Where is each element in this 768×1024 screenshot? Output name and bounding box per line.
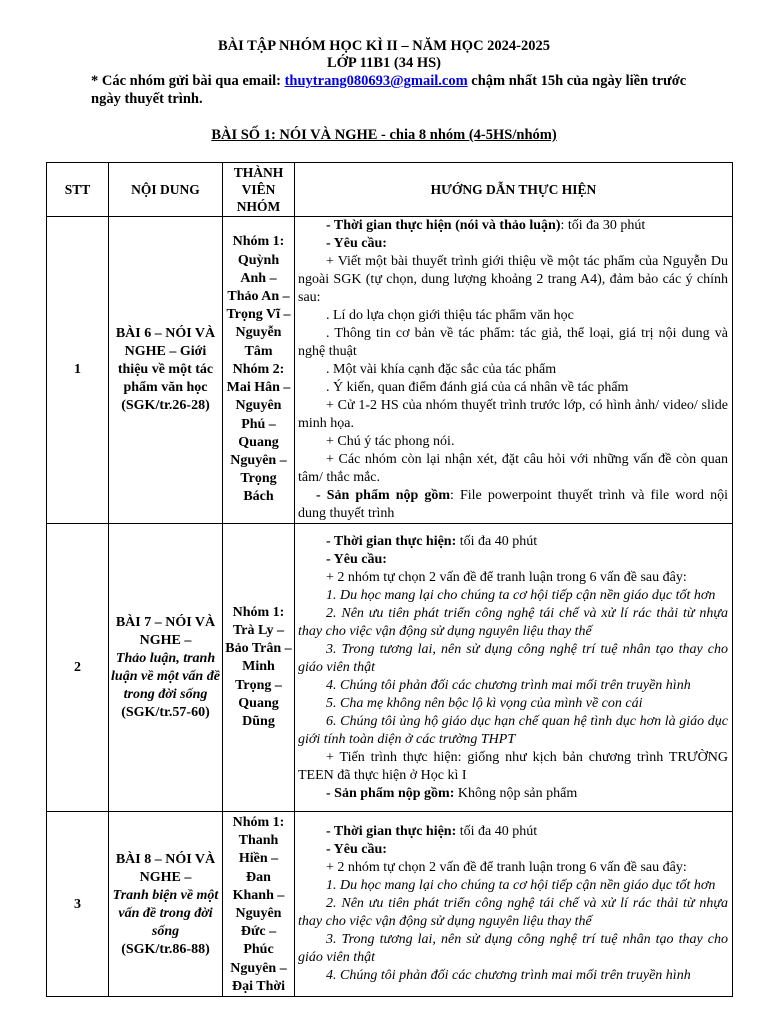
guide-process: + Tiến trình thực hiện: giống như kịch bản chương trình TRƯỜNG TEEN đã thực hiện ở Học kì I	[298, 749, 728, 783]
guide-item: + Viết một bài thuyết trình giới thiệu về một tác phẩm của Nguyễn Du ngoài SGK (tự chọn, dung lượng khoảng 2 trang A4), đảm bảo các ý chính sau:	[298, 254, 728, 305]
header-guide: HƯỚNG DẪN THỰC HIỆN	[295, 163, 733, 217]
guide-item: . Một vài khía cạnh đặc sắc của tác phẩm	[326, 362, 557, 377]
row-guide	[295, 524, 733, 812]
note-suffix: chậm nhất 15h của ngày liền trước ngày thuyết trình.	[91, 73, 687, 107]
guide-item: . Lí do lựa chọn giới thiệu tác phẩm văn học	[326, 308, 574, 323]
guide-item: + Chú ý tác phong nói.	[326, 434, 455, 449]
content-lesson: BÀI 7 – NÓI VÀ NGHE –	[115, 614, 216, 648]
note-prefix: * Các nhóm gửi bài qua email:	[91, 73, 285, 89]
guide-time: - Thời gian thực hiện (nói và thảo luận): tối đa 30 phút	[326, 218, 646, 233]
guide-product: - Sản phẩm nộp gồm: File powerpoint thuyết trình và file word nội dung thuyết trình	[298, 488, 728, 521]
row-stt: 1	[47, 217, 109, 524]
debate-topic: 1. Du học mang lại cho chúng ta cơ hội tiếp cận nền giáo dục tốt hơn	[326, 587, 716, 603]
guide-requirement-label: - Yêu cầu:	[326, 551, 387, 567]
guide-choose: + 2 nhóm tự chọn 2 vấn đề để tranh luận trong 6 vấn đề sau đây:	[326, 860, 687, 876]
content-ref: (SGK/tr.57-60)	[121, 704, 210, 720]
guide-product: - Sản phẩm nộp gồm: Không nộp sản phẩm	[326, 785, 578, 801]
guide-choose: + 2 nhóm tự chọn 2 vấn đề để tranh luận trong 6 vấn đề sau đây:	[326, 569, 687, 585]
row-guide	[295, 812, 733, 997]
row-members: Nhóm 1: Trà Ly – Bảo Trân – Minh Trọng – Quang Dũng	[223, 524, 295, 812]
debate-topic: 5. Cha mẹ không nên bộc lộ kì vọng của mình về con cái	[326, 695, 643, 711]
content-ref: (SGK/tr.86-88)	[121, 942, 210, 958]
document-title: BÀI TẬP NHÓM HỌC KÌ II – NĂM HỌC 2024-2025	[217, 38, 551, 54]
row-stt: 3	[47, 812, 109, 997]
guide-item: . Thông tin cơ bản về tác phẩm: tác giả, thể loại, giá trị nội dung và nghệ thuật	[298, 326, 728, 359]
debate-topic: 3. Trong tương lai, nên sử dụng công nghệ trí tuệ nhân tạo thay cho giáo viên thật	[298, 641, 728, 675]
header-content: NỘI DUNG	[109, 163, 223, 217]
assignment-table	[46, 162, 733, 997]
guide-requirement-label: - Yêu cầu:	[326, 236, 387, 251]
debate-topic: 6. Chúng tôi ủng hộ giáo dục hạn chế quan hệ tình dục hơn là giáo dục giới tính toàn diện ở các trường THPT	[298, 713, 728, 747]
row-stt: 2	[47, 524, 109, 812]
row-members: Nhóm 1: Thanh Hiền – Đan Khanh – Nguyên Đức – Phúc Nguyên – Đại Thời	[223, 812, 295, 997]
class-label: LỚP 11B1 (34 HS)	[326, 55, 441, 71]
debate-topic: 4. Chúng tôi phản đối các chương trình mai mối trên truyền hình	[326, 677, 691, 693]
debate-topic: 1. Du học mang lại cho chúng ta cơ hội tiếp cận nền giáo dục tốt hơn	[326, 878, 716, 894]
email-link[interactable]: thuytrang080693@gmail.com	[284, 73, 468, 89]
debate-topic: 3. Trong tương lai, nên sử dụng công nghệ trí tuệ nhân tạo thay cho giáo viên thật	[298, 932, 728, 966]
guide-requirement-label: - Yêu cầu:	[326, 842, 387, 858]
row-content	[109, 812, 223, 997]
section-title: BÀI SỐ 1: NÓI VÀ NGHE - chia 8 nhóm (4-5HS/nhóm)	[211, 127, 557, 143]
header-members: THÀNH VIÊN NHÓM	[223, 163, 295, 217]
guide-item: + Các nhóm còn lại nhận xét, đặt câu hỏi với những vấn đề còn quan tâm/ thắc mắc.	[298, 452, 728, 485]
debate-topic: 2. Nên ưu tiên phát triển công nghệ tái chế và xử lí rác thải từ nhựa thay cho việc vận động sử dụng nguyên liệu thay thế	[298, 605, 728, 639]
row-members: Nhóm 1: Quỳnh Anh – Thảo An – Trọng Vĩ – Nguyễn Tâm Nhóm 2: Mai Hân – Nguyên Phú – Quang Nguyên – Trọng Bách	[223, 217, 295, 524]
guide-item: . Ý kiến, quan điểm đánh giá của cá nhân về tác phẩm	[326, 380, 629, 395]
row-content	[109, 524, 223, 812]
submission-note	[91, 73, 691, 108]
content-lesson: BÀI 8 – NÓI VÀ NGHE –	[115, 852, 216, 886]
row-content	[109, 217, 223, 524]
content-text: BÀI 6 – NÓI VÀ NGHE – Giới thiệu về một tác phẩm văn học (SGK/tr.26-28)	[115, 326, 216, 413]
content-topic: Tranh biện về một vấn đề trong đời sống	[112, 888, 219, 940]
table-row	[47, 524, 733, 812]
table-header-row	[47, 163, 733, 217]
debate-topic: 2. Nên ưu tiên phát triển công nghệ tái chế và xử lí rác thải từ nhựa thay cho việc vận động sử dụng nguyên liệu thay thế	[298, 896, 728, 930]
row-guide	[295, 217, 733, 524]
table-row	[47, 217, 733, 524]
guide-time: - Thời gian thực hiện: tối đa 40 phút	[326, 533, 538, 549]
table-row	[47, 812, 733, 997]
guide-item: + Cử 1-2 HS của nhóm thuyết trình trước lớp, có hình ảnh/ video/ slide minh họa.	[298, 398, 728, 431]
content-topic: Thảo luận, tranh luận về một vấn đề trong đời sống	[111, 650, 220, 702]
debate-topic: 4. Chúng tôi phản đối các chương trình mai mối trên truyền hình	[326, 968, 691, 984]
header-stt: STT	[47, 163, 109, 217]
guide-time: - Thời gian thực hiện: tối đa 40 phút	[326, 824, 538, 840]
